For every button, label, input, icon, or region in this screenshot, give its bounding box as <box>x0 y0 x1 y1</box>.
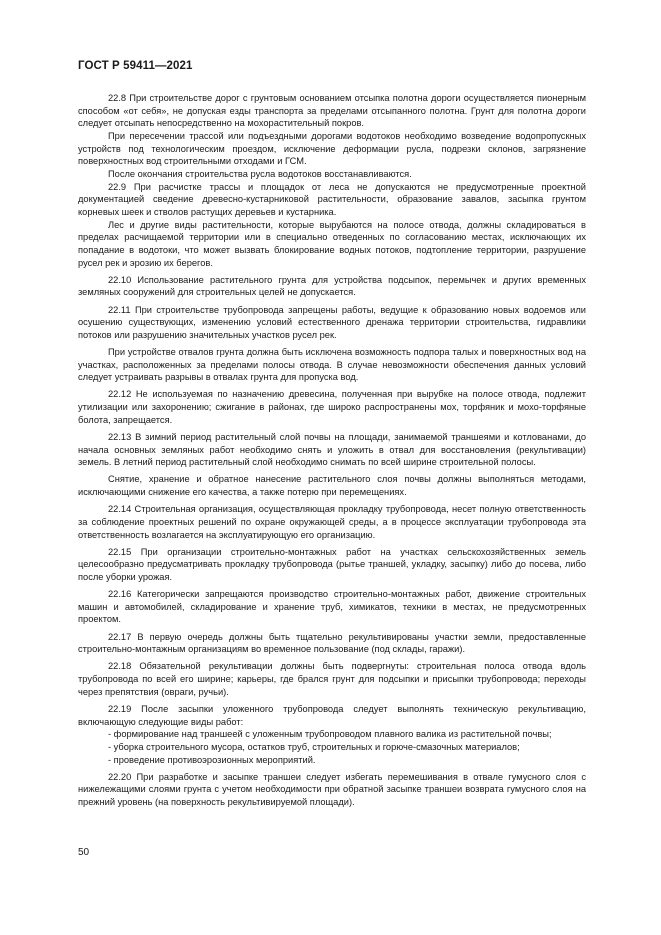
paragraph-22-17: 22.17 В первую очередь должны быть тщательно рекультивированы участки земли, предоставленные строительно-монтажным организациям во временное пользование (под склады, гаражи). <box>78 631 586 655</box>
paragraph-topsoil-handling: Снятие, хранение и обратное нанесение растительного слоя почвы должны выполняться методами, исключающими снижение его качества, а также потерю при перемещениях. <box>78 474 586 498</box>
list-item-ridge-forming: - формирование над траншеей с уложенным трубопроводом плавного валика из растительной почвы; <box>108 729 552 740</box>
paragraph-22-19: 22.19 После засыпки уложенного трубопровода следует выполнять техническую рекультивацию, включающую следующие виды работ: <box>78 703 586 727</box>
paragraph-22-8: 22.8 При строительстве дорог с грунтовым основанием отсыпка полотна дороги осуществляется пионерным способом «от себя», не допуская езды транспорта за пределами отсыпанного полотна. Грунт для полотна дороги следует отсыпать непосредственно на мохорастительный покров. <box>78 93 586 129</box>
paragraph-soil-dumps: При устройстве отвалов грунта должна быть исключена возможность подпора талых и поверхностных вод на участках, расположенных за пределами полосы отвода. В случае невозможности обеспечения данных условий следует устраивать разрывы в отвалах грунта для пропуска вод. <box>78 346 586 383</box>
document-header: ГОСТ Р 59411—2021 <box>78 60 193 72</box>
paragraph-22-14: 22.14 Строительная организация, осуществляющая прокладку трубопровода, несет полную ответственность за соблюдение проектных решений по охране окружающей среды, а в процессе эксплуатации трубопровода эта ответственность возлагается на эксплуатирующую его организацию. <box>78 504 586 540</box>
document-body <box>78 92 586 809</box>
paragraph-22-20: 22.20 При разработке и засыпке траншеи следует избегать перемешивания в отвале гумусного слоя с нижележащими слоями грунта с учетом необходимости при обратной засыпке траншеи возврата гумусного слоя на прежний уровень (на поверхность рекультивируемой площади). <box>78 771 586 807</box>
paragraph-22-11: 22.11 При строительстве трубопровода запрещены работы, ведущие к образованию новых водоемов или осушению существующих, изменению условий естественного дренажа территории строительства, гидравлики потоков или разрушению значительных участков русел рек. <box>78 304 586 340</box>
list-item-anti-erosion: - проведение противоэрозионных мероприятий. <box>108 754 316 765</box>
paragraph-timber-storage: Лес и другие виды растительности, которые вырубаются на полосе отвода, должны складироваться в пределах расчищаемой территории или в специально отведенных по согласованию местах, исключающих их попадание в водотоки, что может вызвать блокирование водных потоков, подтопление территории, разрушение русел рек и эрозию их берегов. <box>78 219 586 268</box>
paragraph-22-10: 22.10 Использование растительного грунта для устройства подсыпок, перемычек и других временных земляных сооружений для строительных целей не допускается. <box>78 274 586 298</box>
paragraph-22-12: 22.12 Не используемая по назначению древесина, полученная при вырубке на полосе отвода, подлежит утилизации или захоронению; сжигание в районах, где широко распространены мох, торфяник и мохо-торфяные болота, запрещается. <box>78 389 586 425</box>
paragraph-22-9: 22.9 При расчистке трассы и площадок от леса не допускаются не предусмотренные проектной документацией сведение древесно-кустарниковой растительности, образование завалов, засыпка грунтом корневых шеек и стволов растущих деревьев и кустарника. <box>78 181 586 217</box>
paragraph-22-13: 22.13 В зимний период растительный слой почвы на площади, занимаемой траншеями и котлованами, до начала основных земляных работ необходимо снять и уложить в отвал для восстановления (рекультивации) земель. В летний период растительный слой необходимо снимать по всей ширине строительной полосы. <box>78 431 586 468</box>
paragraph-22-16: 22.16 Категорически запрещаются производство строительно-монтажных работ, движение строительных машин и автомобилей, складирование и хранение труб, химикатов, техники в местах, не предусмотренных проектом. <box>78 589 586 625</box>
page-number: 50 <box>78 847 90 858</box>
paragraph-22-18: 22.18 Обязательной рекультивации должны быть подвергнуты: строительная полоса отвода вдоль трубопровода по всей его ширине; карьеры, где брался грунт для подсыпки и присыпки трубопровода; переходы через препятствия (овраги, ручьи). <box>78 661 586 697</box>
list-item-debris-removal: - уборка строительного мусора, остатков труб, строительных и горюче-смазочных материалов; <box>108 741 520 752</box>
paragraph-riverbed-restoration: После окончания строительства русла водотоков восстанавливаются. <box>108 168 412 179</box>
paragraph-watercourse-crossing: При пересечении трассой или подъездными дорогами водотоков необходимо возведение водопропускных устройств под технологическим проездом, исключение деформации русла, подрезки склонов, загрязнение поверхностных вод строительными отходами и ГСМ. <box>78 130 586 167</box>
paragraph-22-15: 22.15 При организации строительно-монтажных работ на участках сельскохозяйственных земель целесообразно предусматривать прокладку трубопровода (рытье траншей, укладку, засыпку) либо до посева, либо после уборки урожая. <box>78 546 586 582</box>
